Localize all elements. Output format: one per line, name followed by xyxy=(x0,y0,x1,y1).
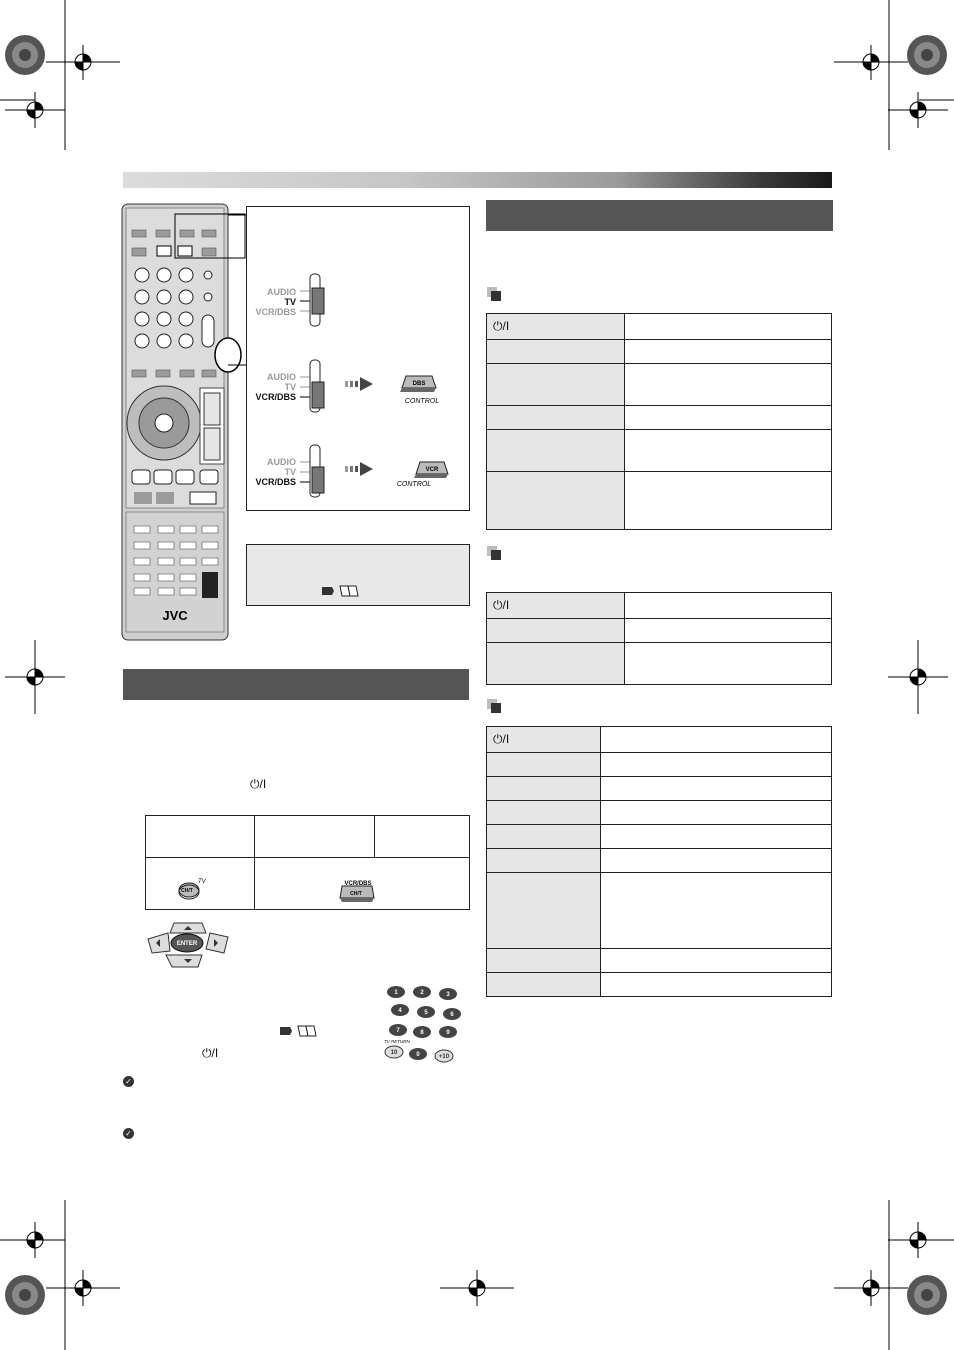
power-key-cell: ⏻/I xyxy=(487,727,601,753)
svg-text:7: 7 xyxy=(396,1028,400,1034)
slider-switch-tv xyxy=(300,272,330,330)
arrow-icon xyxy=(345,374,375,394)
svg-text:CH/T: CH/T xyxy=(350,891,362,897)
svg-text:VCR/DBS: VCR/DBS xyxy=(344,881,372,887)
svg-text:1: 1 xyxy=(394,990,398,996)
svg-text:+10: +10 xyxy=(438,1054,450,1060)
svg-text:10: 10 xyxy=(390,1050,398,1056)
power-symbol-text: ⏻/I xyxy=(202,1046,219,1060)
tv-operation-table xyxy=(486,313,832,530)
page-reference-icon xyxy=(320,583,360,599)
remote-brand-logo: JVC xyxy=(162,608,188,623)
power-symbol-text: ⏻/I xyxy=(250,777,267,791)
arrow-icon xyxy=(345,459,375,479)
tv-button-icon xyxy=(174,876,208,902)
svg-text:ENTER: ENTER xyxy=(176,941,198,947)
svg-text:2: 2 xyxy=(420,990,424,996)
svg-text:9: 9 xyxy=(446,1030,450,1036)
svg-text:CH/T: CH/T xyxy=(181,888,193,894)
svg-text:3: 3 xyxy=(446,992,450,998)
dbs-operation-table xyxy=(486,592,832,685)
right-section-header xyxy=(486,200,833,231)
note-check-icon: ✓ xyxy=(123,1076,134,1087)
vcr-control-button-icon xyxy=(394,458,454,494)
subsection-marker-2 xyxy=(487,546,501,560)
power-key-cell: ⏻/I xyxy=(487,593,625,619)
power-key-cell: ⏻/I xyxy=(487,314,625,340)
slider-2-labels: AUDIO TV VCR/DBS xyxy=(255,372,296,402)
svg-text:TV RETURN: TV RETURN xyxy=(384,1039,410,1044)
svg-text:5: 5 xyxy=(424,1010,428,1016)
slider-switch-vcr-dbs-1 xyxy=(300,358,330,416)
svg-text:TV: TV xyxy=(198,879,206,885)
page-reference-icon xyxy=(278,1023,318,1039)
note-check-icon: ✓ xyxy=(123,1128,134,1139)
svg-text:0: 0 xyxy=(416,1052,420,1058)
slider-3-labels: AUDIO TV VCR/DBS xyxy=(255,457,296,487)
vcr-operation-table xyxy=(486,726,832,997)
subsection-marker-3 xyxy=(487,699,501,713)
svg-text:CONTROL: CONTROL xyxy=(396,481,432,488)
svg-text:DBS: DBS xyxy=(412,381,426,387)
dbs-control-button-icon xyxy=(392,372,448,408)
svg-text:8: 8 xyxy=(420,1030,424,1036)
svg-text:6: 6 xyxy=(450,1012,454,1018)
dpad-enter-icon xyxy=(144,917,232,969)
page-header-bar xyxy=(123,172,832,188)
left-section-header xyxy=(123,669,469,700)
svg-text:CONTROL: CONTROL xyxy=(404,398,440,405)
vcr-dbs-button-icon xyxy=(336,878,380,906)
numeric-keypad-icon xyxy=(380,980,468,1066)
slider-1-labels: AUDIO TV VCR/DBS xyxy=(255,287,296,317)
svg-text:VCR: VCR xyxy=(425,467,439,473)
subsection-marker-1 xyxy=(487,287,501,301)
slider-switch-vcr-dbs-2 xyxy=(300,443,330,501)
svg-text:4: 4 xyxy=(398,1008,402,1014)
